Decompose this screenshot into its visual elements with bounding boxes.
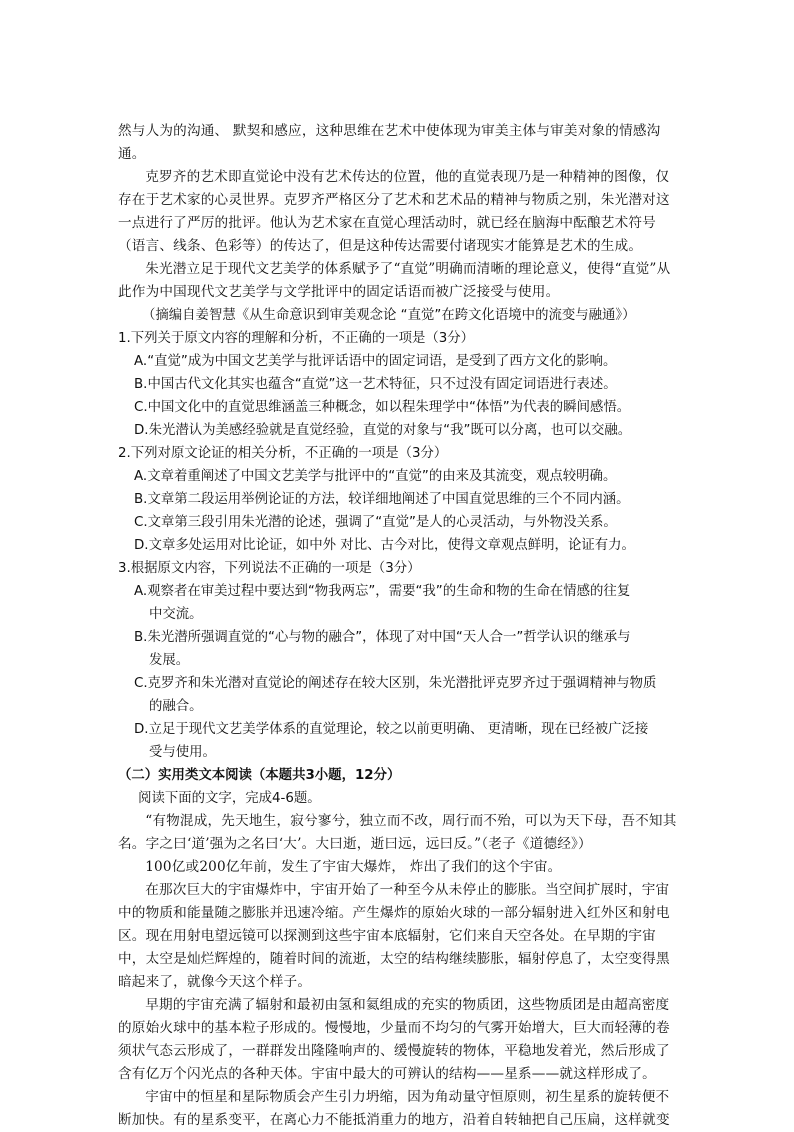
option-b — [134, 373, 678, 396]
option-d — [134, 419, 678, 442]
passage-paragraph: 100亿或200亿年前，发生了宇宙大爆炸， 炸出了我们的这个宇宙。 — [145, 859, 562, 875]
option-a — [134, 350, 678, 373]
option-text: 中国古代文化其实也蕴含“直觉”这一艺术特征，只不过没有固定词语进行表述。 — [147, 377, 617, 392]
question-stem: 2.下列对原文论证的相关分析，不正确的一项是（3分） — [118, 446, 448, 461]
option-text: 中国文化中的直觉思维涵盖三种概念，如以程朱理学中“体悟”为代表的瞬间感悟。 — [147, 400, 631, 415]
option-label: A. — [134, 469, 148, 484]
option-label: B. — [134, 492, 148, 507]
option-text: 文章第三段引用朱光潜的论述，强调了“直觉”是人的心灵活动，与外物没关系。 — [147, 515, 617, 530]
option-a — [134, 580, 678, 626]
passage-paragraph: 在那次巨大的宇宙爆炸中，宇宙开始了一种至今从未停止的膨胀。当空间扩展时，宇宙中的物质和能量随之膨胀并迅速冷缩。产生爆炸的原始火球的一部分辐射进入红外区和射电区。现在用射电望远镜可以探测到这些宇宙本底辐射，它们来自天空各处。在早期的宇宙中，太空是灿烂辉煌的，随着时间的流逝，太空的结构继续膨胀，辐射停息了，太空变得黑暗起来了，就像今天这个样子。 — [118, 882, 670, 990]
option-text: 观察者在审美过程中要达到“物我两忘”，需要“我”的生命和物的生命在情感的往复 — [147, 584, 631, 599]
option-d — [134, 718, 678, 764]
quote-paragraph: “有物混成，先天地生，寂兮寥兮，独立而不改，周行而不殆，可以为天下母，吾不知其名。字之曰‘道’强为之名曰‘大’。大曰逝，逝曰远，远曰反。”（老子《道德经》） — [118, 813, 677, 852]
option-label: C. — [134, 400, 148, 415]
option-text: “直觉”成为中国文艺美学与批评话语中的固定词语，是受到了西方文化的影响。 — [147, 354, 617, 369]
option-text-continued: 中交流。 — [149, 607, 203, 622]
option-label: A. — [134, 354, 148, 369]
option-text: 立足于现代文艺美学体系的直觉理论，较之以前更明确、 更清晰，现在已经被广泛接 — [148, 722, 649, 737]
question-2 — [118, 442, 678, 557]
option-text-continued: 的融合。 — [149, 699, 203, 714]
option-label: D. — [134, 722, 149, 737]
passage-paragraph: 宇宙中的恒星和星际物质会产生引力坍缩，因为角动量守恒原则，初生星系的旋转便不断加快。有的星系变平，在离心力不能抵消重力的地方，沿着自转轴把自己压扁，这样就变 — [118, 1089, 670, 1128]
option-text: 克罗齐和朱光潜对直觉论的阐述存在较大区别，朱光潜批评克罗齐过于强调精神与物质 — [147, 676, 657, 691]
passage-paragraph: 朱光潜立足于现代文艺美学的体系赋予了“直觉”明确而清晰的理论意义，使得“直觉”从此作为中国现代文艺美学与文学批评中的固定话语而被广泛接受与使用。 — [118, 261, 671, 300]
option-text-continued: 受与使用。 — [149, 745, 216, 760]
option-label: C. — [134, 515, 148, 530]
option-b — [134, 626, 678, 672]
option-text-continued: 发展。 — [149, 653, 190, 668]
option-text: 文章多处运用对比论证，如中外 对比、古今对比，使得文章观点鲜明，论证有力。 — [148, 538, 635, 553]
option-label: D. — [134, 423, 149, 438]
option-b — [134, 488, 678, 511]
option-text: 朱光潜认为美感经验就是直觉经验，直觉的对象与“我”既可以分离，也可以交融。 — [148, 423, 632, 438]
option-d — [134, 534, 678, 557]
question-stem: 3.根据原文内容，下列说法不正确的一项是（3分） — [118, 561, 421, 576]
question-1 — [118, 327, 678, 442]
passage-paragraph: 克罗齐的艺术即直觉论中没有艺术传达的位置，他的直觉表现乃是一种精神的图像，仅存在于艺术家的心灵世界。克罗齐严格区分了艺术和艺术品的精神与物质之别，朱光潜对这一点进行了严厉的批评。他认为艺术家在直觉心理活动时，就已经在脑海中酝酿艺术符号（语言、线条、色彩等）的传达了，但是这种传达需要付诸现实才能算是艺术的生成。 — [118, 169, 670, 254]
option-label: B. — [134, 377, 148, 392]
section-heading: （二）实用类文本阅读（本题共3小题，12分） — [118, 768, 401, 783]
citation: （摘编自姜智慧《从生命意识到审美观念论 “直觉”在跨文化语境中的流变与融通》） — [142, 308, 636, 323]
option-text: 文章着重阐述了中国文艺美学与批评中的“直觉”的由来及其流变，观点较明确。 — [147, 469, 617, 484]
passage-paragraph: 然与人为的沟通、 默契和感应，这种思维在艺术中使体现为审美主体与审美对象的情感沟通。 — [118, 123, 661, 162]
passage-paragraph: 早期的宇宙充满了辐射和最初由氢和氦组成的充实的物质团，这些物质团是由超高密度的原始火球中的基本粒子形成的。慢慢地，少量而不均匀的气雾开始增大，巨大而轻薄的卷须状气态云形成了，一群群发出隆隆响声的、缓慢旋转的物体，平稳地发着光，然后形成了含有亿万个闪光点的各种天体。宇宙中最大的可辨认的结构——星系——就这样形成了。 — [118, 997, 670, 1082]
option-c — [134, 511, 678, 534]
option-a — [134, 465, 678, 488]
question-3 — [118, 557, 678, 764]
document-page — [118, 120, 678, 1132]
option-c — [134, 672, 678, 718]
option-label: B. — [134, 630, 148, 645]
option-label: A. — [134, 584, 148, 599]
question-stem: 1.下列关于原文内容的理解和分析，不正确的一项是（3分） — [118, 331, 475, 346]
option-label: C. — [134, 676, 148, 691]
option-text: 文章第二段运用举例论证的方法，较详细地阐述了中国直觉思维的三个不同内涵。 — [147, 492, 630, 507]
section-instruction: 阅读下面的文字，完成4-6题。 — [138, 791, 321, 806]
option-label: D. — [134, 538, 149, 553]
option-text: 朱光潜所强调直觉的“心与物的融合”，体现了对中国“天人合一”哲学认识的继承与 — [147, 630, 631, 645]
option-c — [134, 396, 678, 419]
